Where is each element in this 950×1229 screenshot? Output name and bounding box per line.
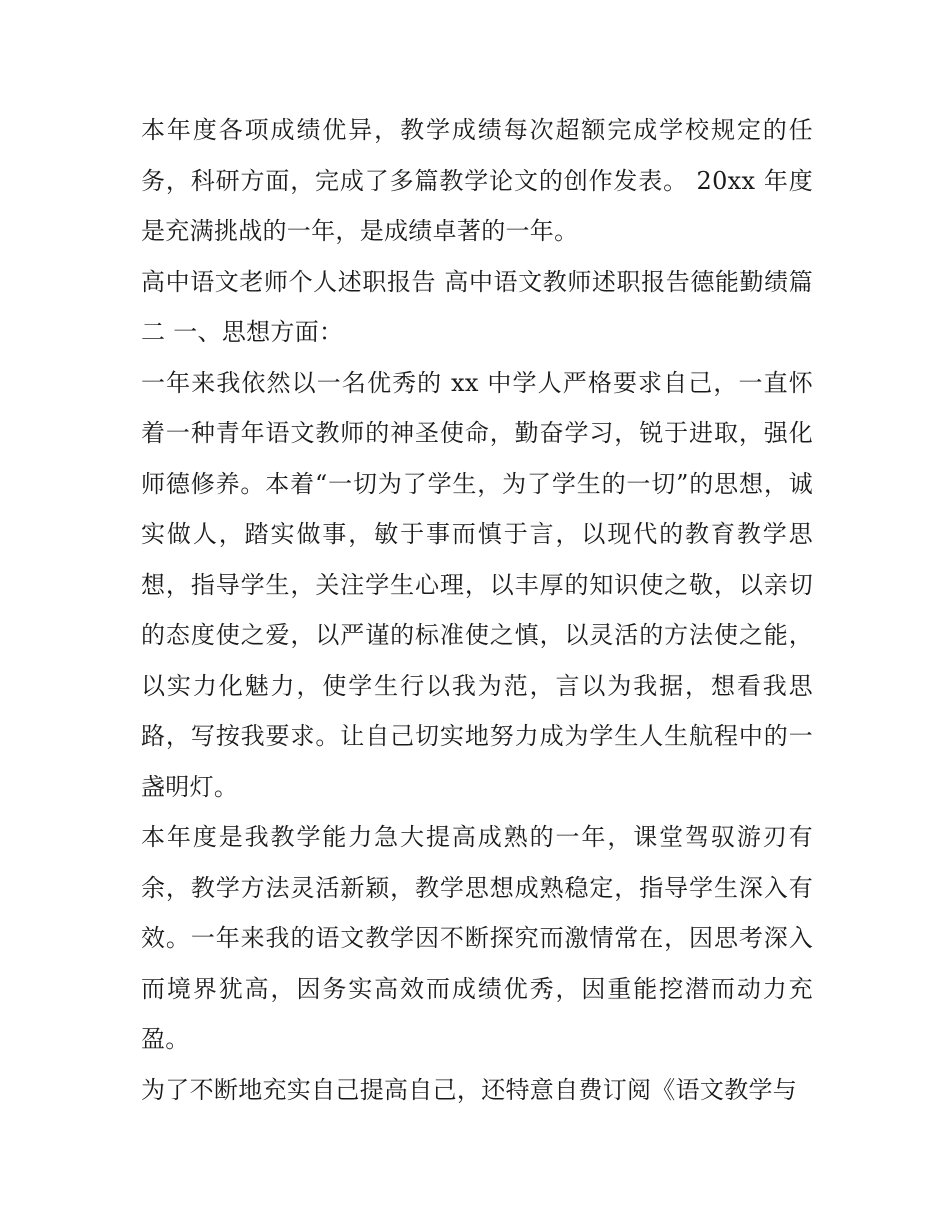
paragraph-teaching-ability: 本年度是我教学能力急大提高成熟的一年，课堂驾驭游刃有余，教学方法灵活新颖，教学思想成熟稳定，指导学生深入有效。一年来我的语文教学因不断探究而激情常在，因思考深入而境界犹高，因务实高效而成绩优秀，因重能挖潜而动力充盈。 xyxy=(141,823,813,1053)
document-body xyxy=(141,105,813,1115)
paragraph-achievements: 本年度各项成绩优异，教学成绩每次超额完成学校规定的任务，科研方面，完成了多篇教学论文的创作发表。 20xx 年度是充满挑战的一年，是成绩卓著的一年。 xyxy=(141,116,813,245)
paragraph-self-improvement: 为了不断地充实自己提高自己，还特意自费订阅《语文教学与 xyxy=(141,1075,798,1104)
paragraph-ideology: 一年来我依然以一名优秀的 xx 中学人严格要求自己，一直怀着一种青年语文教师的神圣使命，勤奋学习，锐于进取，强化师德修养。本着“一切为了学生，为了学生的一切”的思想，诚实做人，踏实做事，敏于事而慎于言，以现代的教育教学思想，指导学生，关注学生心理，以丰厚的知识使之敬，以亲切的态度使之爱，以严谨的标准使之慎，以灵活的方法使之能，以实力化魅力，使学生行以我为范，言以为我据，想看我思路，写按我要求。让自己切实地努力成为学生人生航程中的一盏明灯。 xyxy=(141,368,813,801)
paragraph-section-heading: 高中语文老师个人述职报告 高中语文教师述职报告德能勤绩篇二 一、思想方面： xyxy=(141,267,813,346)
